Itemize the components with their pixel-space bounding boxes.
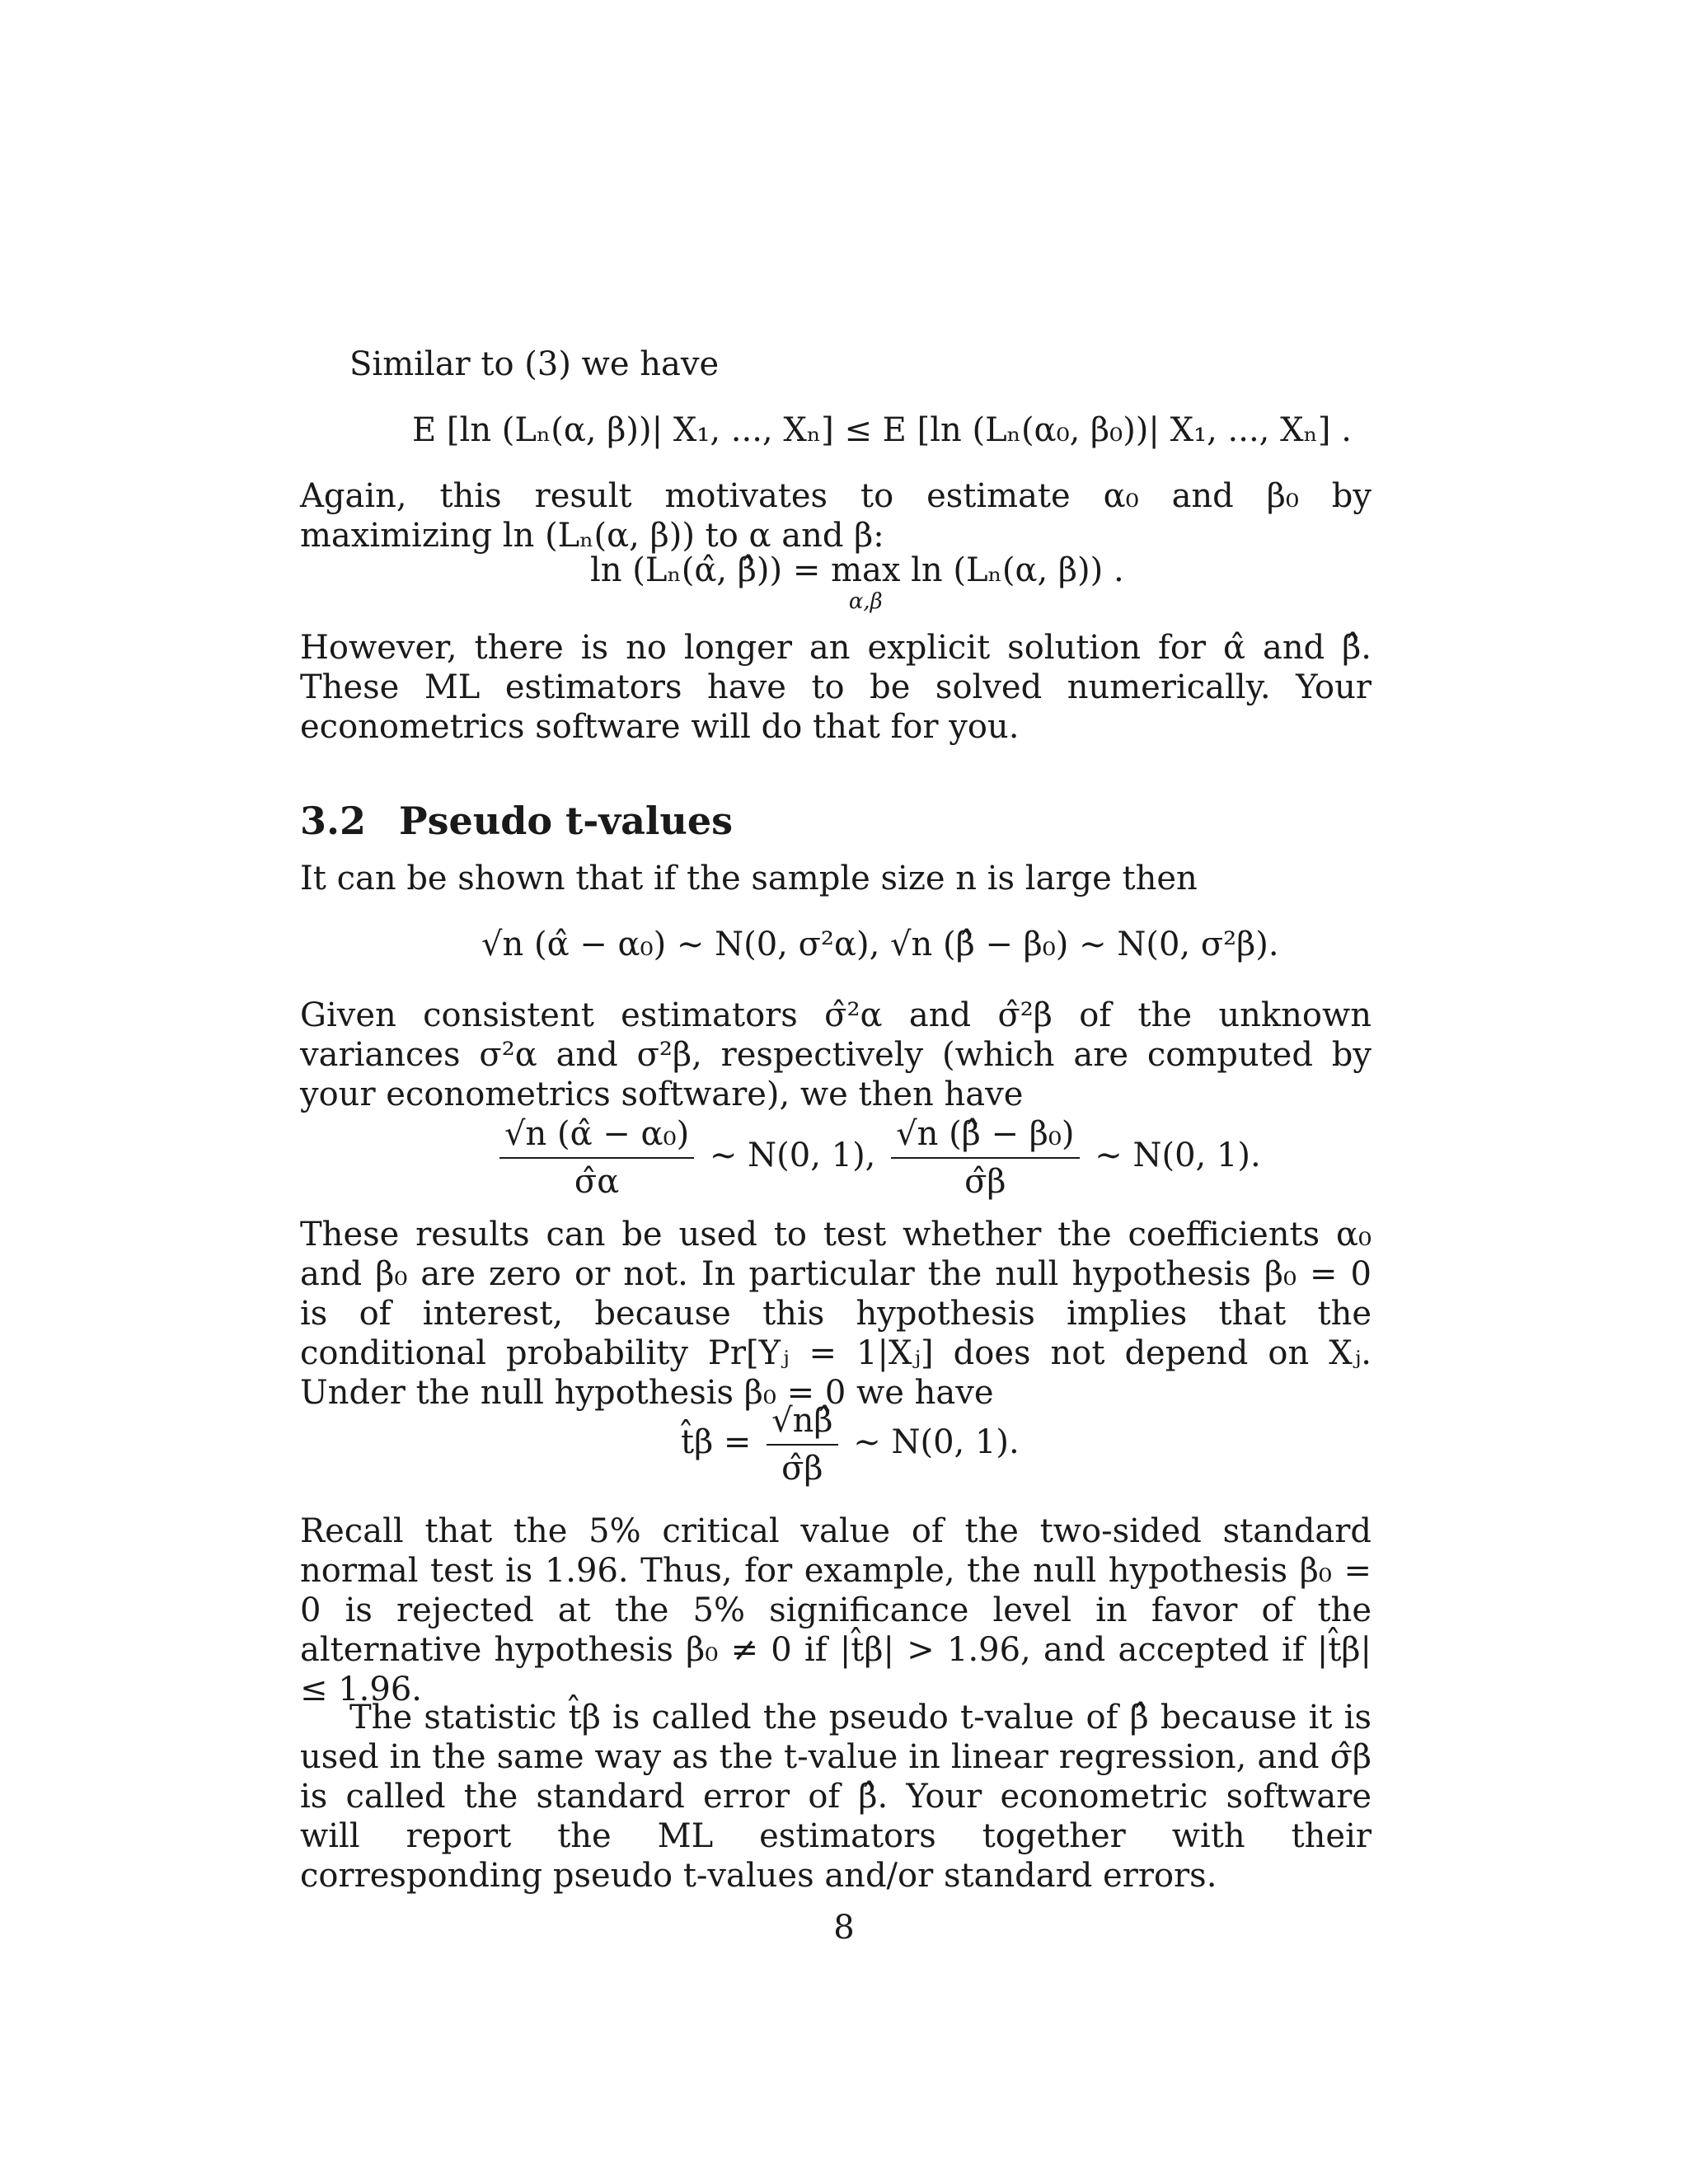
paragraph-intro: Similar to (3) we have [349,345,720,383]
eq2-max-subscript: α,β [848,589,883,614]
paragraph-critical-value: Recall that the 5% critical value of the two-sided standard normal test is 1.96. Thus, for example, the null hypothesis β₀ = 0 is rejected at the 5% significance level in favor of the alternative hypothesis β₀ ≠ 0 if |t̂β| > 1.96, and accepted if |t̂β| ≤ 1.96. [300,1512,1372,1708]
equation-1: E [ln (Lₙ(α, β))| X₁, ..., Xₙ] ≤ E [ln (Lₙ(α₀, β₀))| X₁, ..., Xₙ] . [412,411,1352,449]
paragraph-estimators: Given consistent estimators σ̂²α and σ̂²β of the unknown variances σ²α and σ²β, respectively (which are computed by your econometrics software), we then have [300,996,1372,1113]
equation-2 [590,551,1124,613]
eq2-lhs: ln (Lₙ(α̂, β̂)) = [590,551,821,589]
equation-5 [681,1401,1020,1488]
section-number: 3.2 [300,799,367,843]
eq5-numerator: √nβ̂ [767,1401,837,1446]
eq2-max [831,551,900,613]
paragraph-pseudo-t: The statistic t̂β is called the pseudo t-value of β̂ because it is used in the same way as the t-value in linear regression, and σ̂β is called the standard error of β̂. Your econometric software will report the ML estimators together with their corresponding pseudo t-values and/or standard errors. [300,1699,1372,1895]
eq4-rhs-alpha: ∼ N(0, 1), [709,1137,876,1174]
eq4-numerator-alpha: √n (α̂ − α₀) [499,1114,694,1159]
page-number: 8 [833,1909,855,1947]
eq5-denominator: σ̂β [781,1450,823,1488]
equation-3: √n (α̂ − α₀) ∼ N(0, σ²α), √n (β̂ − β₀) ∼ N(0, σ²β). [481,926,1279,963]
eq4-fraction-alpha [499,1114,694,1202]
eq2-rhs: ln (Lₙ(α, β)) . [911,551,1124,589]
equation-4 [495,1114,1261,1202]
eq4-denominator-alpha: σ̂α [574,1163,620,1201]
eq2-max-label: max [831,551,901,589]
eq4-rhs-beta: ∼ N(0, 1). [1095,1137,1261,1174]
paragraph-numerical: However, there is no longer an explicit solution for α̂ and β̂. These ML estimators have to be solved numerically. Your econometrics software will do that for you. [300,629,1372,746]
eq4-fraction-beta [891,1114,1079,1202]
eq5-rhs: ∼ N(0, 1). [853,1423,1020,1461]
eq5-lhs: t̂β = [681,1423,752,1461]
eq4-numerator-beta: √n (β̂ − β₀) [891,1114,1079,1159]
paragraph-motivation: Again, this result motivates to estimate α₀ and β₀ by maximizing ln (Lₙ(α, β)) to α and β: [300,477,1372,555]
section-heading [300,798,733,844]
eq4-denominator-beta: σ̂β [964,1163,1006,1201]
eq5-fraction [767,1401,837,1488]
section-title: Pseudo t-values [399,799,734,843]
paragraph-large-sample: It can be shown that if the sample size n is large then [300,860,1198,898]
paragraph-null-hypothesis: These results can be used to test whether the coefficients α₀ and β₀ are zero or not. In particular the null hypothesis β₀ = 0 is of interest, because this hypothesis implies that the conditional probability Pr[Yⱼ = 1|Xⱼ] does not depend on Xⱼ. Under the null hypothesis β₀ = 0 we have [300,1216,1372,1412]
